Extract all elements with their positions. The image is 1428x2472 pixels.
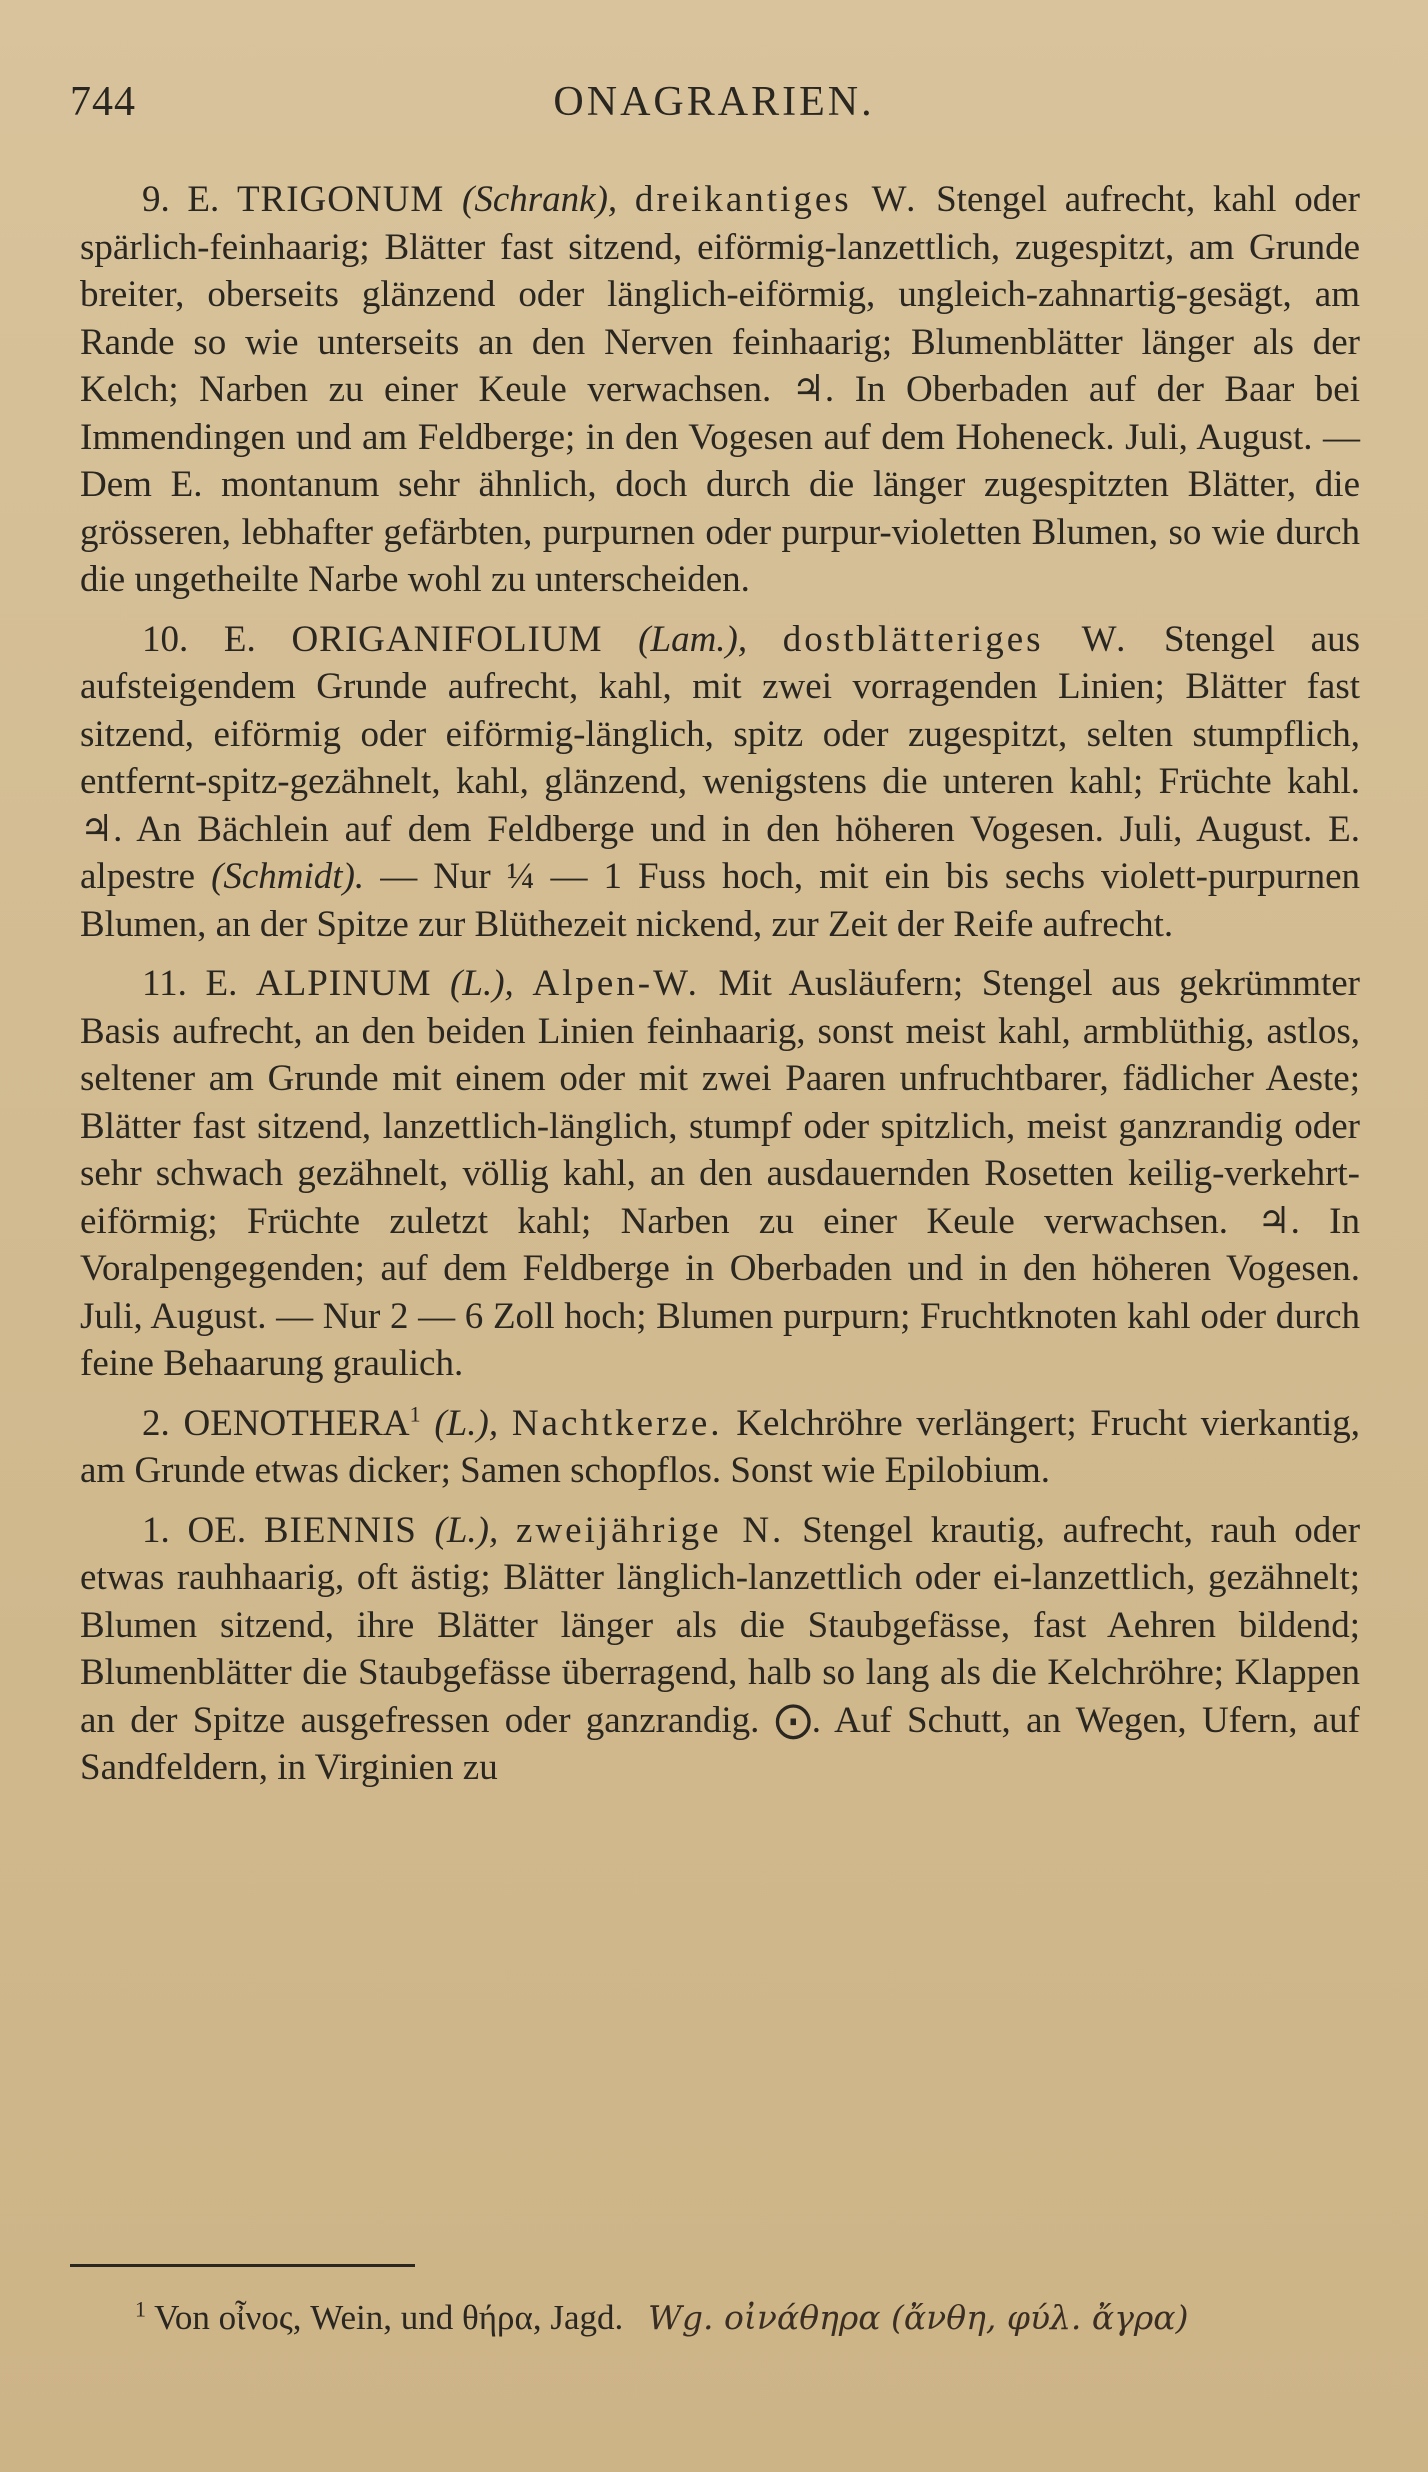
entry-number: 9.	[142, 179, 170, 220]
entry-text: Stengel krautig, aufrecht, rauh oder etwas rauhhaarig, oft ästig; Blätter länglich-lanzettlich oder ei-lanzettlich, gezähnelt; Blumen sitzend, ihre Blätter länger als die Staubgefässe, fast Aehren bildend; Blumenblätter die Staubgefässe überragend, halb so lang als die Kelchröhre; Klappen an der Spitze ausgefressen oder ganzrandig. ⨀. Auf Schutt, an Wegen, Ufern, auf Sandfeldern, in Virginien zu	[80, 1509, 1361, 1788]
entry-text: Mit Ausläufern; Stengel aus gekrümmter Basis aufrecht, an den beiden Linien feinhaarig, sonst meist kahl, armblüthig, astlos, seltener am Grunde mit einem oder mit zwei Paaren unfruchtbarer, fädlicher Aeste; Blätter fast sitzend, lanzettlich-länglich, stumpf oder spitzlich, meist ganzrandig oder sehr schwach gezähnelt, völlig kahl, an den ausdauernden Rosetten keilig-verkehrt-eiförmig; Früchte zuletzt kahl; Narben zu einer Keule verwachsen. ♃. In Voralpengegenden; auf dem Feldberge in Oberbaden und in den höheren Vogesen. Juli, August. — Nur 2 — 6 Zoll hoch; Blumen purpurn; Fruchtknoten kahl oder durch feine Behaarung graulich.	[80, 963, 1360, 1384]
entry-synonym-author: (Schmidt).	[211, 856, 365, 897]
entry-number: 10.	[142, 618, 189, 660]
running-head: ONAGRARIEN.	[553, 79, 875, 125]
entry-text: Stengel aus aufsteigendem Grunde aufrecht, kahl, mit zwei vorragenden Linien; Blätter fast sitzend, eiförmig oder eiförmig-länglich, spitz oder zugespitzt, selten stumpflich, entfernt-spitz-gezähnelt, kahl, glänzend, wenigstens die unteren kahl; Früchte kahl. ♃. An Bächlein auf dem Feldberge und in den höheren Vogesen. Juli, August. E. alpestre	[80, 618, 1361, 897]
entry-common-name: dreikantiges W.	[634, 179, 919, 220]
entry-author: (L.),	[434, 1509, 499, 1551]
entry-text: Kelchröhre verlängert; Frucht vierkantig, am Grunde etwas dicker; Samen schopflos. Sonst wie Epilobium.	[80, 1402, 1361, 1491]
entry-number: 1.	[142, 1509, 170, 1551]
entry-author: (L.),	[434, 1402, 499, 1444]
page-number: 744	[70, 79, 136, 125]
footnote	[135, 2296, 1375, 2340]
footnote-mark: 1	[135, 2296, 146, 2322]
entry-genus: E.	[205, 963, 238, 1004]
footnote-text: Von οἶνος, Wein, und θήρα, Jagd.	[154, 2298, 624, 2337]
entry-epilobium-origanifolium	[80, 616, 1360, 949]
handwritten-annotation: Wg. οἰνάθηρα (ἄνθη, φύλ. ἄγρα)	[648, 2298, 1189, 2337]
entry-genus: E.	[223, 618, 256, 660]
entry-text-continued: — Nur ¼ — 1 Fuss hoch, mit ein bis sechs violett-purpurnen Blumen, an der Spitze zur Blüthezeit nickend, zur Zeit der Reife aufrecht.	[80, 856, 1360, 945]
entry-species: ORIGANIFOLIUM	[291, 618, 603, 660]
entry-oenothera-biennis	[80, 1507, 1360, 1792]
entry-species: BIENNIS	[263, 1509, 417, 1551]
entry-epilobium-alpinum	[80, 960, 1360, 1388]
entry-common-name: zweijährige N.	[516, 1509, 785, 1551]
footnote-reference: 1	[409, 1401, 421, 1427]
entry-species: ALPINUM	[255, 963, 432, 1004]
entry-genus: E.	[187, 179, 220, 220]
entry-species: TRIGONUM	[236, 179, 445, 220]
page-header	[70, 78, 1358, 138]
entry-common-name: dostblätteriges W.	[782, 618, 1129, 660]
entry-common-name: Alpen-W.	[532, 963, 700, 1004]
entry-number: 2.	[142, 1402, 170, 1444]
entry-genus: OENOTHERA	[183, 1402, 410, 1444]
entry-author: (Lam.),	[638, 618, 748, 660]
entry-author: (L.),	[450, 963, 514, 1004]
entry-genus: OE.	[187, 1509, 247, 1551]
entry-number: 11.	[142, 963, 187, 1004]
entry-text: Stengel aufrecht, kahl oder spärlich-feinhaarig; Blätter fast sitzend, eiförmig-lanzettlich, zugespitzt, am Grunde breiter, oberseits glänzend oder länglich-eiförmig, ungleich-zahnartig-gesägt, am Rande so wie unterseits an den Nerven feinhaarig; Blumenblätter länger als der Kelch; Narben zu einer Keule verwachsen. ♃. In Oberbaden auf der Baar bei Immendingen und am Feldberge; in den Vogesen auf dem Hoheneck. Juli, August. — Dem E. montanum sehr ähnlich, doch durch die länger zugespitzten Blätter, die grösseren, lebhafter gefärbten, purpurnen oder purpur-violetten Blumen, so wie durch die ungetheilte Narbe wohl zu unterscheiden.	[80, 179, 1360, 600]
footnote-divider	[70, 2264, 415, 2267]
entry-author: (Schrank),	[462, 179, 618, 220]
page-body	[80, 176, 1360, 1804]
entry-genus-oenothera	[80, 1400, 1360, 1495]
entry-common-name: Nachtkerze.	[511, 1402, 723, 1444]
entry-epilobium-trigonum	[80, 176, 1360, 604]
